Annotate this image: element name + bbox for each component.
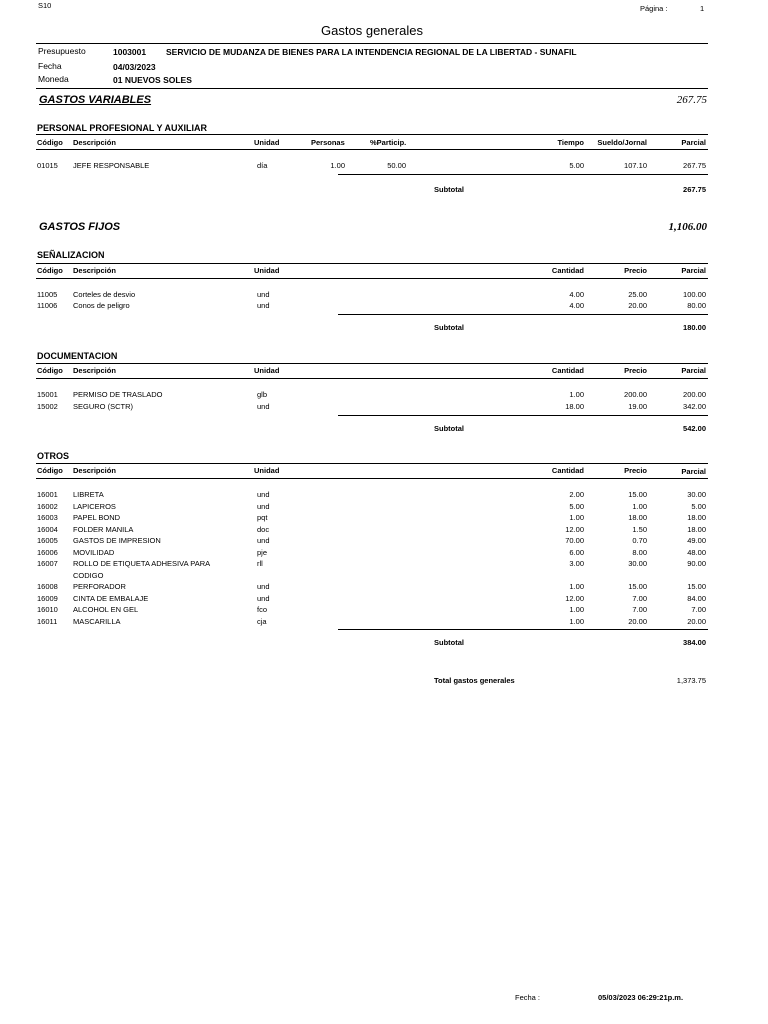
cell-parcial: 200.00 (683, 390, 706, 399)
cell-codigo: 16008 (37, 582, 58, 591)
subtotal-value: 384.00 (683, 638, 706, 647)
column-header-descripcion: Descripción (73, 266, 116, 275)
subtotal-label: Subtotal (434, 638, 464, 647)
page-title: Gastos generales (321, 23, 423, 38)
page-label: Página : (640, 4, 668, 13)
cell-unidad: glb (257, 390, 268, 399)
cell-descripcion: JEFE RESPONSABLE (73, 161, 150, 170)
footer-fecha-value: 05/03/2023 06:29:21p.m. (598, 993, 684, 1002)
cell-codigo: 16004 (37, 524, 58, 534)
cell-codigo: 16001 (37, 490, 58, 499)
cell-codigo: 16011 (37, 616, 58, 626)
total-label: Total gastos generales (434, 676, 515, 685)
cell-parcial: 18.00 (687, 513, 706, 522)
total-value: 1,373.75 (676, 676, 706, 685)
cell-precio: 18.00 (628, 513, 647, 522)
cell-unidad: doc (257, 524, 270, 534)
column-header-particip: %Particip. (370, 138, 407, 147)
column-header-parcial: Parcial (681, 138, 706, 147)
cell-cantidad: 6.00 (569, 547, 584, 557)
section-title-variables: GASTOS VARIABLES (39, 94, 152, 106)
cell-descripcion: Conos de peligro (73, 301, 130, 310)
cell-descripcion: LAPICEROS (73, 501, 116, 511)
cell-precio: 200.00 (624, 390, 647, 399)
cell-descripcion: PERMISO DE TRASLADO (73, 390, 163, 399)
divider (36, 278, 708, 279)
cell-unidad: fco (257, 605, 268, 614)
column-header-codigo: Código (37, 466, 63, 475)
cell-parcial: 100.00 (683, 290, 706, 299)
cell-codigo: 15001 (37, 390, 58, 399)
column-header-descripcion: Descripción (73, 466, 116, 475)
column-header-parcial: Parcial (681, 366, 706, 375)
cell-codigo: 16005 (37, 536, 58, 545)
cell-cantidad: 3.00 (569, 559, 584, 568)
column-header-unidad: Unidad (254, 366, 280, 375)
cell-descripcion: CINTA DE EMBALAJE (73, 593, 149, 603)
column-header-unidad: Unidad (254, 266, 280, 275)
cell-precio: 20.00 (628, 616, 647, 626)
column-header-personas: Personas (311, 138, 345, 147)
cell-precio: 7.00 (632, 605, 647, 614)
moneda-label: Moneda (38, 74, 69, 84)
column-header-precio: Precio (624, 466, 647, 475)
cell-precio: 7.00 (632, 593, 647, 603)
cell-parcial: 48.00 (687, 547, 706, 557)
column-header-parcial: Parcial (681, 266, 706, 275)
divider (36, 263, 708, 264)
cell-unidad: cja (257, 616, 267, 626)
presupuesto-label: Presupuesto (38, 46, 86, 56)
cell-precio: 19.00 (628, 402, 647, 411)
column-header-precio: Precio (624, 266, 647, 275)
cell-unidad: und (257, 593, 270, 603)
cell-particip: 50.00 (387, 161, 406, 170)
cell-codigo: 16006 (37, 547, 58, 557)
group-title-senalizacion: SEÑALIZACION (37, 250, 105, 260)
column-header-codigo: Código (37, 266, 63, 275)
cell-parcial: 80.00 (687, 301, 706, 310)
cell-sueldo: 107.10 (624, 161, 647, 170)
cell-parcial: 90.00 (687, 559, 706, 568)
cell-parcial: 5.00 (691, 501, 706, 511)
section-amount-variables: 267.75 (676, 94, 707, 106)
cell-unidad: und (257, 536, 270, 545)
column-header-parcial: Parcial (681, 467, 706, 476)
cell-descripcion: ROLLO DE ETIQUETA ADHESIVA PARA (73, 559, 211, 568)
cell-codigo: 16010 (37, 605, 58, 614)
subtotal-value: 542.00 (683, 424, 706, 433)
subtotal-value: 267.75 (683, 185, 706, 194)
column-header-codigo: Código (37, 138, 63, 147)
group-title-personal: PERSONAL PROFESIONAL Y AUXILIAR (37, 123, 208, 133)
cell-cantidad: 4.00 (569, 290, 584, 299)
cell-unidad: und (257, 290, 270, 299)
cell-parcial: 7.00 (691, 605, 706, 614)
column-header-precio: Precio (624, 366, 647, 375)
cell-codigo: 01015 (37, 161, 58, 170)
cell-descripcion: LIBRETA (73, 490, 104, 499)
page-number: 1 (700, 4, 705, 13)
cell-codigo: 16009 (37, 593, 58, 603)
cell-parcial: 15.00 (687, 582, 706, 591)
section-amount-fijos: 1,106.00 (668, 221, 707, 233)
group-title-otros: OTROS (37, 451, 70, 461)
cell-unidad: und (257, 490, 270, 499)
divider (36, 378, 708, 379)
cell-descripcion: Corteles de desvio (73, 290, 136, 299)
cell-descripcion: ALCOHOL EN GEL (73, 605, 139, 614)
divider (36, 88, 708, 89)
subtotal-label: Subtotal (434, 323, 464, 332)
cell-unidad: und (257, 301, 270, 310)
subtotal-rule (338, 629, 708, 630)
column-header-descripcion: Descripción (73, 366, 116, 375)
column-header-descripcion: Descripción (73, 138, 116, 147)
cell-precio: 20.00 (628, 301, 647, 310)
column-header-codigo: Código (37, 366, 63, 375)
cell-unidad: und (257, 501, 270, 511)
cell-precio: 8.00 (632, 547, 647, 557)
column-header-tiempo: Tiempo (557, 138, 584, 147)
cell-parcial: 18.00 (687, 524, 706, 534)
report-code: S10 (38, 1, 52, 10)
cell-tiempo: 5.00 (569, 161, 584, 170)
cell-descripcion: PAPEL BOND (73, 513, 121, 522)
cell-precio: 25.00 (628, 290, 647, 299)
cell-cantidad: 18.00 (565, 402, 584, 411)
subtotal-label: Subtotal (434, 185, 464, 194)
fecha-value: 04/03/2023 (113, 62, 156, 72)
subtotal-rule (338, 174, 708, 175)
divider (36, 149, 708, 150)
column-header-unidad: Unidad (254, 138, 280, 147)
cell-parcial: 30.00 (687, 490, 706, 499)
moneda-value: 01 NUEVOS SOLES (113, 75, 192, 85)
cell-precio: 1.00 (632, 501, 647, 511)
cell-codigo: 11005 (37, 290, 58, 299)
subtotal-label: Subtotal (434, 424, 464, 433)
column-header-cantidad: Cantidad (551, 266, 584, 275)
divider (36, 363, 708, 364)
cell-cantidad: 12.00 (565, 593, 584, 603)
divider (36, 134, 708, 135)
presupuesto-code: 1003001 (113, 47, 147, 57)
cell-precio: 0.70 (632, 536, 647, 545)
column-header-cantidad: Cantidad (551, 466, 584, 475)
cell-precio: 1.50 (632, 524, 647, 534)
cell-cantidad: 1.00 (569, 582, 584, 591)
cell-parcial: 84.00 (687, 593, 706, 603)
cell-unidad: pje (257, 547, 268, 557)
cell-cantidad: 12.00 (565, 524, 584, 534)
divider (36, 43, 708, 44)
cell-descripcion: MOVILIDAD (73, 547, 115, 557)
divider (36, 463, 708, 464)
cell-parcial: 49.00 (687, 536, 706, 545)
cell-unidad: día (257, 161, 268, 170)
cell-parcial: 20.00 (687, 616, 706, 626)
cell-cantidad: 1.00 (569, 616, 584, 626)
cell-descripcion: PERFORADOR (73, 582, 126, 591)
subtotal-rule (338, 314, 708, 315)
cell-unidad: rll (257, 559, 263, 568)
cell-parcial: 267.75 (683, 161, 706, 170)
cell-cantidad: 1.00 (569, 605, 584, 614)
presupuesto-description: SERVICIO DE MUDANZA DE BIENES PARA LA INTENDENCIA REGIONAL DE LA LIBERTAD - SUNAFIL (166, 47, 577, 57)
cell-cantidad: 5.00 (569, 501, 584, 511)
column-header-sueldo: Sueldo/Jornal (597, 138, 647, 147)
cell-descripcion: SEGURO (SCTR) (73, 402, 133, 411)
section-title-fijos: GASTOS FIJOS (39, 221, 121, 233)
cell-descripcion-continued: CODIGO (73, 570, 104, 580)
subtotal-rule (338, 415, 708, 416)
group-title-documentacion: DOCUMENTACION (37, 351, 118, 361)
cell-codigo: 16003 (37, 513, 58, 522)
cell-personas: 1.00 (330, 161, 345, 170)
cell-cantidad: 4.00 (569, 301, 584, 310)
cell-codigo: 16002 (37, 501, 58, 511)
cell-descripcion: FOLDER MANILA (73, 524, 134, 534)
divider (36, 478, 708, 479)
fecha-label: Fecha (38, 61, 62, 71)
subtotal-value: 180.00 (683, 323, 706, 332)
column-header-cantidad: Cantidad (551, 366, 584, 375)
cell-descripcion: GASTOS DE IMPRESION (73, 536, 161, 545)
cell-cantidad: 2.00 (569, 490, 584, 499)
cell-precio: 15.00 (628, 582, 647, 591)
cell-descripcion: MASCARILLA (73, 616, 121, 626)
cell-parcial: 342.00 (683, 402, 706, 411)
cell-precio: 15.00 (628, 490, 647, 499)
cell-cantidad: 1.00 (569, 390, 584, 399)
cell-codigo: 16007 (37, 559, 58, 568)
cell-unidad: und (257, 402, 270, 411)
cell-cantidad: 70.00 (565, 536, 584, 545)
column-header-unidad: Unidad (254, 466, 280, 475)
cell-unidad: und (257, 582, 270, 591)
cell-codigo: 11006 (37, 301, 58, 310)
footer-fecha-label: Fecha : (515, 993, 541, 1002)
cell-codigo: 15002 (37, 402, 58, 411)
cell-unidad: pqt (257, 513, 268, 522)
cell-cantidad: 1.00 (569, 513, 584, 522)
cell-precio: 30.00 (628, 559, 647, 568)
